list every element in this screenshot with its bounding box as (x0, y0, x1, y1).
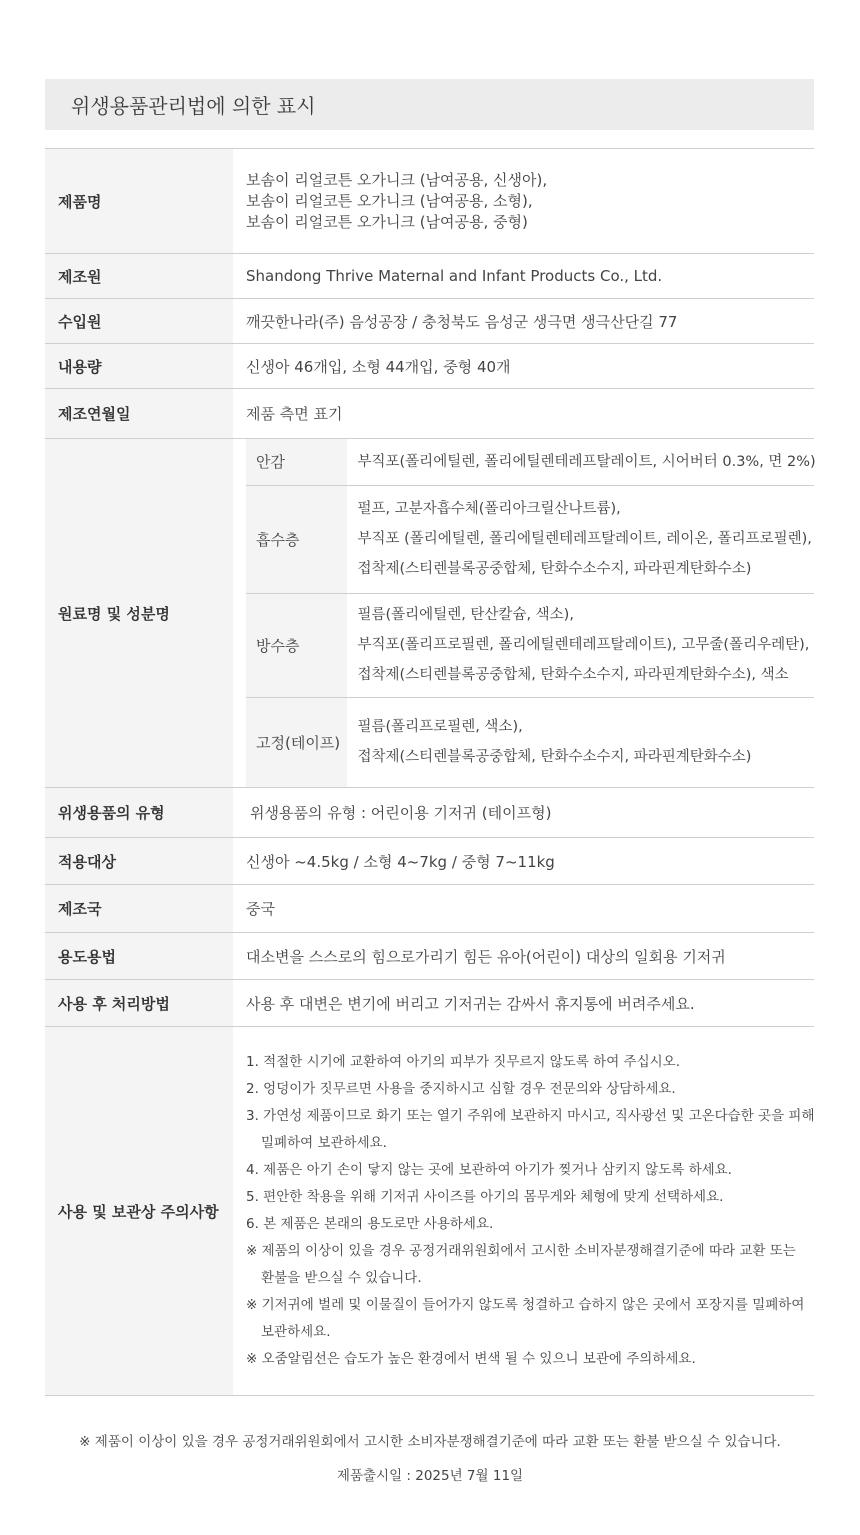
row-mfg-date (45, 389, 814, 439)
row-cautions (45, 1027, 814, 1396)
material-components (347, 697, 815, 787)
caution-item (246, 1292, 814, 1346)
caution-text: ※ 오줌알림선은 습도가 높은 환경에서 변색 될 수 있으니 보관에 주의하세요. (246, 1351, 696, 1367)
caution-item (246, 1211, 814, 1238)
caution-item (246, 1049, 814, 1076)
caution-text: ※ 제품의 이상이 있을 경우 공정거래위원회에서 고시한 소비자분쟁해결기준에 따라 교환 또는 (246, 1243, 796, 1259)
caution-text: 1. 적절한 시기에 교환하여 아기의 피부가 짓무르지 않도록 하여 주십시오. (246, 1054, 680, 1070)
caution-item (246, 1157, 814, 1184)
product-info-table (45, 148, 814, 1396)
material-components (347, 439, 815, 485)
material-part: 고정(테이프) (240, 697, 347, 787)
label-mfg-date: 제조연월일 (45, 389, 233, 439)
label-cautions: 사용 및 보관상 주의사항 (45, 1027, 233, 1396)
material-part: 흡수층 (240, 485, 347, 593)
material-row-lining (240, 439, 815, 485)
label-usage: 용도용법 (45, 933, 233, 980)
row-product-name (45, 149, 814, 254)
label-manufacturer: 제조원 (45, 254, 233, 299)
material-line: 접착제(스티렌블록공중합체, 탄화수소수지, 파라핀계탄화수소) (357, 561, 752, 577)
label-quantity: 내용량 (45, 344, 233, 389)
product-name-line: 보솜이 리얼코튼 오가니크 (남여공용, 소형), (246, 191, 533, 210)
row-importer (45, 299, 814, 344)
material-line: 부직포 (폴리에틸렌, 폴리에틸렌테레프탈레이트, 레이온, 폴리프로필렌), (357, 531, 812, 547)
caution-item (246, 1346, 814, 1373)
caution-item (246, 1103, 814, 1157)
materials-table (233, 439, 814, 787)
label-materials: 원료명 및 성분명 (45, 439, 233, 788)
material-part: 방수층 (240, 593, 347, 697)
row-quantity (45, 344, 814, 389)
value-target: 신생아 ~4.5kg / 소형 4~7kg / 중형 7~11kg (233, 838, 814, 885)
row-product-type (45, 788, 814, 838)
caution-item (246, 1238, 814, 1292)
value-quantity: 신생아 46개입, 소형 44개입, 중형 40개 (233, 344, 814, 389)
row-country (45, 885, 814, 933)
material-components (347, 485, 815, 593)
material-row-absorbent (240, 485, 815, 593)
value-disposal: 사용 후 대변은 변기에 버리고 기저귀는 감싸서 휴지통에 버려주세요. (233, 980, 814, 1027)
material-line: 필름(폴리에틸렌, 탄산칼슘, 색소), (357, 607, 574, 623)
material-row-tape (240, 697, 815, 787)
material-line: 필름(폴리프로필렌, 색소), (357, 719, 523, 736)
row-disposal (45, 980, 814, 1027)
value-manufacturer: Shandong Thrive Maternal and Infant Products Co., Ltd. (233, 254, 814, 299)
value-mfg-date: 제품 측면 표기 (233, 389, 814, 439)
label-product-type: 위생용품의 유형 (45, 788, 233, 838)
label-importer: 수입원 (45, 299, 233, 344)
caution-text: 6. 본 제품은 본래의 용도로만 사용하세요. (246, 1216, 494, 1232)
material-line: 접착제(스티렌블록공중합체, 탄화수소수지, 파라핀계탄화수소), 색소 (357, 667, 789, 683)
material-row-waterproof (240, 593, 815, 697)
label-disposal: 사용 후 처리방법 (45, 980, 233, 1027)
value-product-type: 위생용품의 유형 : 어린이용 기저귀 (테이프형) (233, 788, 814, 838)
value-country: 중국 (233, 885, 814, 933)
material-part: 안감 (240, 439, 347, 485)
caution-text: 3. 가연성 제품이므로 화기 또는 열기 주위에 보관하지 마시고, 직사광선 및 고온다습한 곳을 피해 (246, 1108, 815, 1124)
value-materials (233, 439, 814, 788)
product-name-line: 보솜이 리얼코튼 오가니크 (남여공용, 중형) (246, 212, 528, 231)
label-target: 적용대상 (45, 838, 233, 885)
caution-text: 2. 엉덩이가 짓무르면 사용을 중지하시고 심할 경우 전문의와 상담하세요. (246, 1081, 676, 1097)
footer-note: ※ 제품이 이상이 있을 경우 공정거래위원회에서 고시한 소비자분쟁해결기준에 따라 교환 또는 환불 받으실 수 있습니다. (79, 1434, 781, 1450)
release-date: 제품출시일 : 2025년 7월 11일 (336, 1468, 524, 1484)
material-components (347, 593, 815, 697)
value-cautions (233, 1027, 814, 1396)
row-manufacturer (45, 254, 814, 299)
material-line: 펄프, 고분자흡수체(폴리아크릴산나트륨), (357, 501, 621, 517)
caution-text: 4. 제품은 아기 손이 닿지 않는 곳에 보관하여 아기가 찢거나 삼키지 않도록 하세요. (246, 1162, 732, 1178)
material-line: 접착제(스티렌블록공중합체, 탄화수소수지, 파라핀계탄화수소) (357, 749, 752, 766)
product-name-line: 보솜이 리얼코튼 오가니크 (남여공용, 신생아), (246, 170, 548, 189)
row-materials (45, 439, 814, 788)
material-line: 부직포(폴리에틸렌, 폴리에틸렌테레프탈레이트, 시어버터 0.3%, 면 2%) (357, 453, 816, 470)
value-importer: 깨끗한나라(주) 음성공장 / 충청북도 음성군 생극면 생극산단길 77 (233, 299, 814, 344)
caution-item (246, 1076, 814, 1103)
caution-text-continued: 환불을 받으실 수 있습니다. (261, 1270, 422, 1286)
material-line: 부직포(폴리프로필렌, 폴리에틸렌테레프탈레이트), 고무줄(폴리우레탄), (357, 637, 810, 653)
caution-item (246, 1184, 814, 1211)
value-product-name (233, 149, 814, 254)
caution-text: ※ 기저귀에 벌레 및 이물질이 들어가지 않도록 청결하고 습하지 않은 곳에서 포장지를 밀폐하여 (246, 1297, 805, 1313)
caution-text-continued: 보관하세요. (261, 1324, 331, 1340)
value-usage: 대소변을 스스로의 힘으로가리기 힘든 유아(어린이) 대상의 일회용 기저귀 (233, 933, 814, 980)
caution-text-continued: 밀폐하여 보관하세요. (261, 1135, 387, 1151)
label-product-name: 제품명 (45, 149, 233, 254)
section-title: 위생용품관리법에 의한 표시 (45, 79, 814, 130)
row-target (45, 838, 814, 885)
label-country: 제조국 (45, 885, 233, 933)
caution-text: 5. 편안한 착용을 위해 기저귀 사이즈를 아기의 몸무게와 체형에 맞게 선택하세요. (246, 1189, 724, 1205)
caution-list (246, 1049, 814, 1373)
row-usage (45, 933, 814, 980)
